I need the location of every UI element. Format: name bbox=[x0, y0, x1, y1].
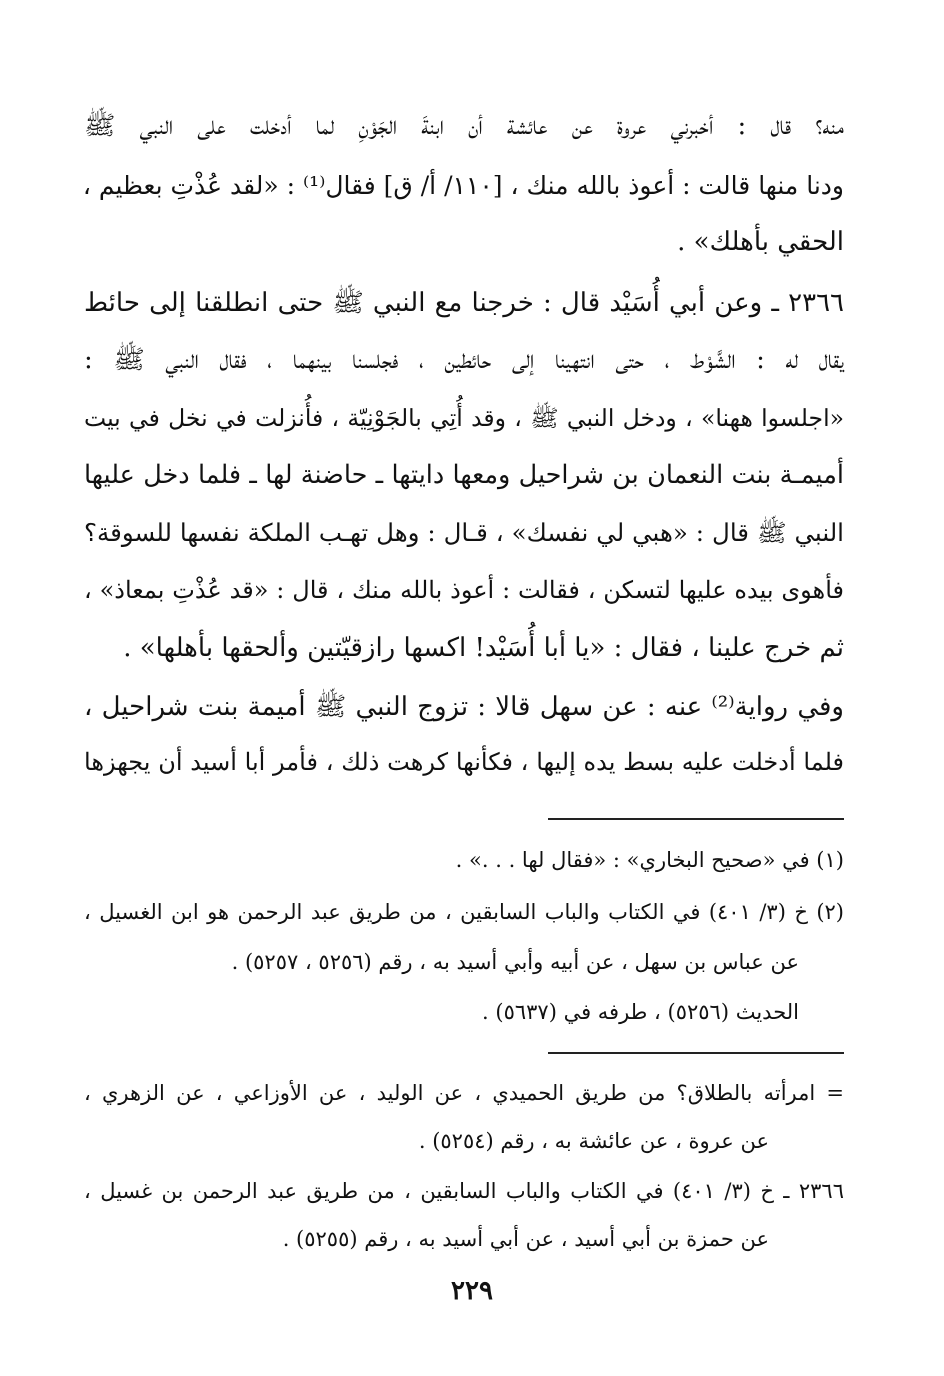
riwaya-line-1: وفي رواية⁽²⁾ عنه : عن سهل قالا : تزوج النبي ﷺ أميمة بنت شراحيل ، bbox=[84, 692, 844, 722]
commentary-separator bbox=[548, 1052, 844, 1054]
hadith-2366-line-2: يقال له : الشَّوْط ، حتى انتهينا إلى حائطين ، فجلسنا بينهما ، فقال النبي ﷺ : bbox=[84, 345, 844, 375]
footnote-separator bbox=[548, 818, 844, 820]
hadith-2366-line-3: «اجلسوا ههنا» ، ودخل النبي ﷺ ، وقد أُتِي بالجَوْنِيّة ، فأُنزلت في نخل في بيت bbox=[84, 404, 844, 432]
riwaya-line-2: فلما أدخلت عليه بسط يده إليها ، فكأنها كرهت ذلك ، فأمر أبا أسيد أن يجهزها bbox=[84, 748, 844, 776]
footnote-2-line-1: (٢) خ (٣/ ٤٠١) في الكتاب والباب السابقين ، من طريق عبد الرحمن هو ابن الغسيل ، bbox=[84, 900, 844, 924]
commentary-line-4: عن حمزة بن أبي أسيد ، عن أبي أسيد به ، رقم (٥٢٥٥) . bbox=[282, 1227, 769, 1251]
commentary-line-3: ٢٣٦٦ ـ خ (٣/ ٤٠١) في الكتاب والباب السابقين ، من طريق عبد الرحمن بن غسيل ، bbox=[84, 1179, 844, 1203]
footnote-2-line-2: عن عباس بن سهل ، عن أبيه وأبي أسيد به ، رقم (٥٢٥٦ ، ٥٢٥٧) . bbox=[231, 950, 799, 974]
commentary-line-1: = امرأته بالطلاق؟ من طريق الحميدي ، عن الوليد ، عن الأوزاعي ، عن الزهري ، bbox=[84, 1081, 844, 1105]
hadith-2366-line-1: ٢٣٦٦ ـ وعن أبي أُسَيْد قال : خرجنا مع النبي ﷺ حتى انطلقنا إلى حائط bbox=[84, 288, 844, 318]
main-text-line-2: ودنا منها قالت : أعوذ بالله منك ، [١١٠/ أ/ ق] فقال⁽¹⁾ : «لقد عُذْتِ بعظيم ، bbox=[82, 171, 844, 200]
hadith-2366-line-7: ثم خرج علينا ، فقال : «يا أبا أُسَيْد! اكسها رازقيّتين وألحقها بأهلها» . bbox=[123, 633, 844, 663]
footnote-2-line-3: الحديث (٥٢٥٦) ، طرفه في (٥٦٣٧) . bbox=[482, 1000, 799, 1024]
commentary-line-2: عن عروة ، عن عائشة به ، رقم (٥٢٥٤) . bbox=[418, 1129, 769, 1153]
main-text-line-1: منه؟ قال : أخبرني عروة عن عائشة أن ابنةَ الجَوْنِ لما أدخلت على النبي ﷺ bbox=[84, 111, 844, 141]
hadith-2366-line-4: أميمـة بنت النعمان بن شراحيل ومعها دايتها ـ حاضنة لها ـ فلما دخل عليها bbox=[84, 460, 844, 490]
hadith-2366-line-5: النبي ﷺ قال : «هبي لي نفسك» ، قـال : وهل تهـب الملكة نفسها للسوقة؟ bbox=[84, 518, 844, 547]
main-text-line-3: الحقي بأهلك» . bbox=[677, 227, 844, 257]
hadith-2366-line-6: فأهوى بيده عليها لتسكن ، فقالت : أعوذ بالله منك ، قال : «قد عُذْتِ بمعاذ» ، bbox=[84, 576, 844, 604]
page-number: ٢٢٩ bbox=[451, 1276, 493, 1306]
footnote-1: (١) في «صحيح البخاري» : «فقال لها . . .» . bbox=[455, 848, 844, 872]
